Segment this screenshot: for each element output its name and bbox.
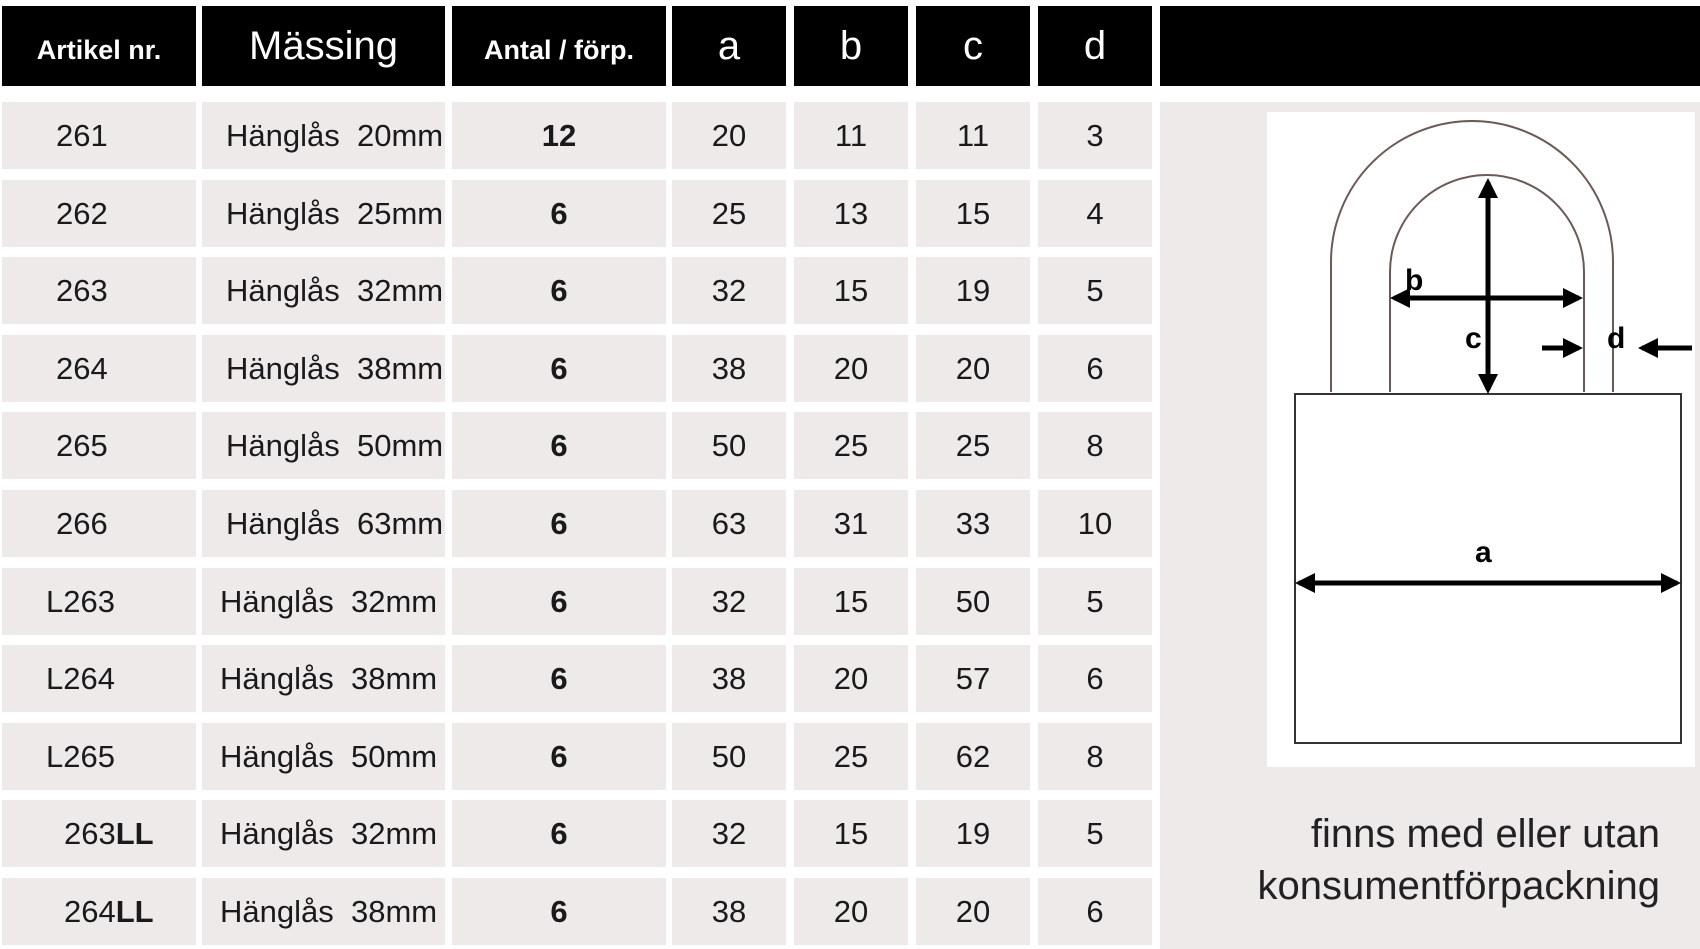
table-row	[0, 723, 1156, 790]
table-row	[0, 490, 1156, 557]
table-row	[0, 878, 1156, 945]
cell-b: 15	[794, 257, 908, 324]
caption-line-1: finns med eller utan	[1310, 812, 1660, 856]
cell-c: 20	[916, 335, 1030, 402]
table-row	[0, 257, 1156, 324]
cell-b: 20	[794, 335, 908, 402]
packaging-caption	[1160, 808, 1660, 912]
cell-d: 6	[1038, 645, 1152, 712]
cell-d: 5	[1038, 800, 1152, 867]
cell-art	[2, 490, 196, 557]
cell-d: 4	[1038, 180, 1152, 247]
cell-art	[2, 723, 196, 790]
header-material: Mässing	[202, 6, 445, 86]
cell-c: 19	[916, 257, 1030, 324]
article-number: 262	[56, 195, 108, 231]
cell-b: 31	[794, 490, 908, 557]
cell-art	[2, 645, 196, 712]
table-row	[0, 800, 1156, 867]
article-number: L265	[46, 738, 115, 774]
table-row	[0, 180, 1156, 247]
article-number: 264	[64, 893, 116, 929]
cell-art	[2, 102, 196, 169]
cell-d: 5	[1038, 568, 1152, 635]
cell-a: 38	[672, 645, 786, 712]
cell-c: 11	[916, 102, 1030, 169]
cell-art	[2, 412, 196, 479]
cell-qty: 12	[452, 102, 666, 169]
cell-c: 57	[916, 645, 1030, 712]
cell-d: 3	[1038, 102, 1152, 169]
cell-art	[2, 335, 196, 402]
cell-qty: 6	[452, 335, 666, 402]
cell-d: 10	[1038, 490, 1152, 557]
cell-c: 19	[916, 800, 1030, 867]
cell-b: 20	[794, 878, 908, 945]
article-number: 263	[64, 815, 116, 851]
label-a: a	[1475, 536, 1492, 569]
cell-a: 38	[672, 878, 786, 945]
table-row	[0, 102, 1156, 169]
cell-desc: Hänglås 32mm	[202, 568, 445, 635]
cell-desc: Hänglås 50mm	[202, 412, 445, 479]
article-number: 264	[56, 350, 108, 386]
article-number: 261	[56, 117, 108, 153]
cell-a: 32	[672, 568, 786, 635]
cell-a: 32	[672, 800, 786, 867]
header-d: d	[1038, 6, 1152, 86]
cell-art	[2, 257, 196, 324]
cell-art	[2, 878, 196, 945]
article-number: L264	[46, 660, 115, 696]
padlock-dimension-drawing	[1267, 112, 1695, 767]
cell-d: 6	[1038, 878, 1152, 945]
article-number: L263	[46, 583, 115, 619]
cell-qty: 6	[452, 490, 666, 557]
cell-qty: 6	[452, 180, 666, 247]
cell-c: 62	[916, 723, 1030, 790]
cell-b: 20	[794, 645, 908, 712]
cell-c: 25	[916, 412, 1030, 479]
cell-qty: 6	[452, 800, 666, 867]
article-number: 265	[56, 427, 108, 463]
header-b: b	[794, 6, 908, 86]
cell-desc: Hänglås 50mm	[202, 723, 445, 790]
padlock-diagram	[1267, 112, 1695, 767]
cell-d: 6	[1038, 335, 1152, 402]
cell-a: 63	[672, 490, 786, 557]
cell-qty: 6	[452, 723, 666, 790]
table-row	[0, 645, 1156, 712]
cell-b: 25	[794, 723, 908, 790]
cell-desc: Hänglås 63mm	[202, 490, 445, 557]
cell-art	[2, 800, 196, 867]
cell-c: 20	[916, 878, 1030, 945]
cell-desc: Hänglås 32mm	[202, 257, 445, 324]
cell-qty: 6	[452, 645, 666, 712]
cell-c: 33	[916, 490, 1030, 557]
cell-desc: Hänglås 20mm	[202, 102, 445, 169]
cell-d: 8	[1038, 412, 1152, 479]
cell-d: 8	[1038, 723, 1152, 790]
header-a: a	[672, 6, 786, 86]
cell-qty: 6	[452, 412, 666, 479]
cell-art	[2, 568, 196, 635]
header-article: Artikel nr.	[2, 6, 196, 86]
table-row	[0, 412, 1156, 479]
label-b: b	[1405, 264, 1424, 297]
cell-b: 11	[794, 102, 908, 169]
cell-desc: Hänglås 25mm	[202, 180, 445, 247]
article-number: 266	[56, 505, 108, 541]
cell-desc: Hänglås 38mm	[202, 645, 445, 712]
cell-a: 50	[672, 412, 786, 479]
cell-a: 50	[672, 723, 786, 790]
cell-b: 15	[794, 568, 908, 635]
cell-b: 13	[794, 180, 908, 247]
cell-qty: 6	[452, 257, 666, 324]
cell-b: 25	[794, 412, 908, 479]
label-c: c	[1465, 322, 1482, 355]
cell-desc: Hänglås 32mm	[202, 800, 445, 867]
caption-line-2: konsumentförpackning	[1257, 864, 1660, 908]
cell-desc: Hänglås 38mm	[202, 335, 445, 402]
header-c: c	[916, 6, 1030, 86]
cell-desc: Hänglås 38mm	[202, 878, 445, 945]
cell-art	[2, 180, 196, 247]
cell-a: 20	[672, 102, 786, 169]
cell-qty: 6	[452, 878, 666, 945]
cell-a: 38	[672, 335, 786, 402]
cell-c: 15	[916, 180, 1030, 247]
cell-b: 15	[794, 800, 908, 867]
table-row	[0, 568, 1156, 635]
header-diagram-area	[1160, 6, 1700, 86]
table-row	[0, 335, 1156, 402]
article-suffix: LL	[115, 893, 154, 929]
label-d: d	[1607, 322, 1626, 355]
article-number: 263	[56, 272, 108, 308]
cell-d: 5	[1038, 257, 1152, 324]
cell-c: 50	[916, 568, 1030, 635]
cell-qty: 6	[452, 568, 666, 635]
cell-a: 25	[672, 180, 786, 247]
cell-a: 32	[672, 257, 786, 324]
header-quantity: Antal / förp.	[452, 6, 666, 86]
article-suffix: LL	[115, 815, 154, 851]
